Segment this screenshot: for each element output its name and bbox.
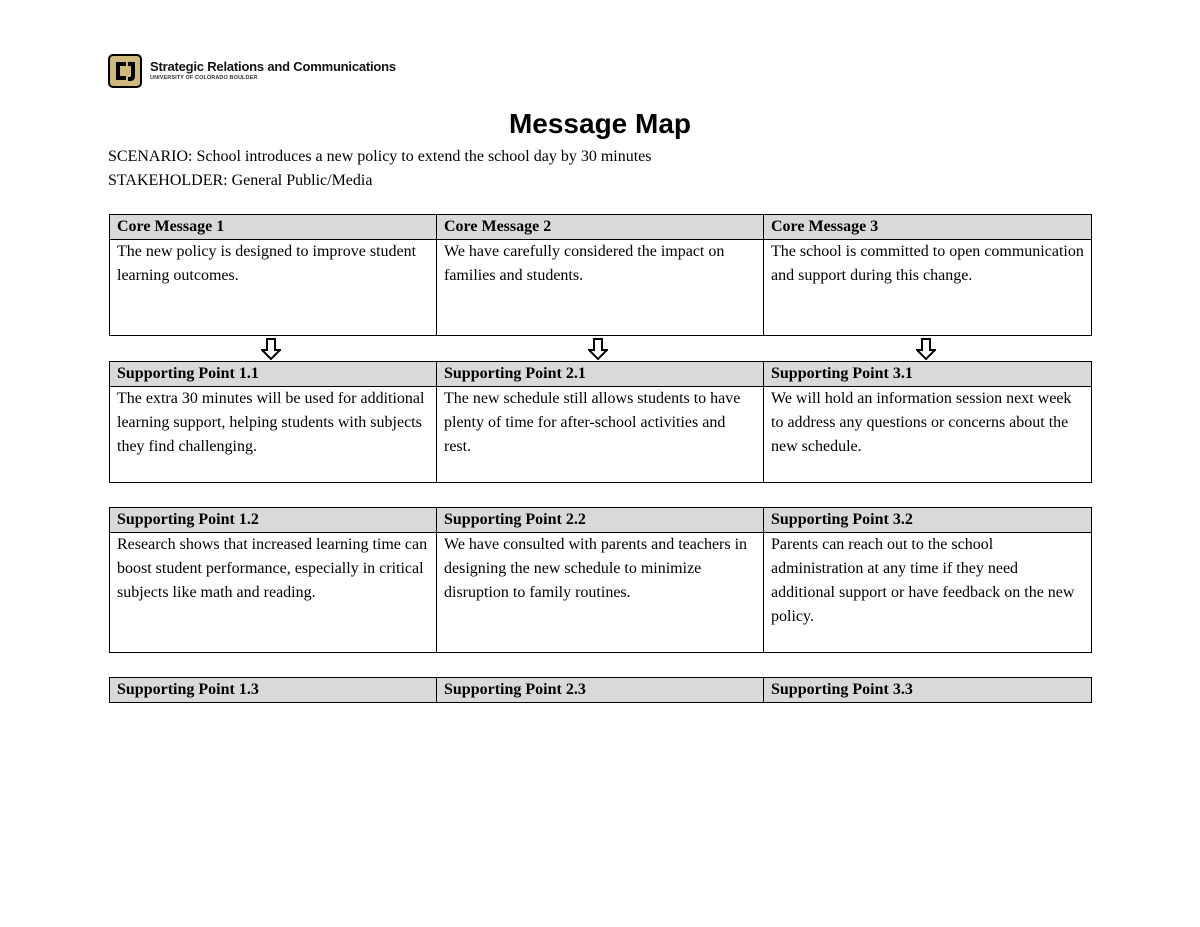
table-row <box>110 387 1092 483</box>
core-message-2-header: Core Message 2 <box>437 215 764 240</box>
supporting-point-2-2-text: We have consulted with parents and teachers in designing the new schedule to minimize disruption to family routines. <box>437 533 764 653</box>
core-message-3-text: The school is committed to open communication and support during this change. <box>764 240 1092 336</box>
letterhead <box>108 54 396 88</box>
supporting-point-2-2-header: Supporting Point 2.2 <box>437 508 764 533</box>
arrow-row <box>109 338 1091 360</box>
table-header-row <box>110 362 1092 387</box>
supporting-point-1-table <box>109 361 1092 483</box>
supporting-point-3-table <box>109 677 1092 703</box>
page-title: Message Map <box>508 108 692 139</box>
supporting-point-3-2-header: Supporting Point 3.2 <box>764 508 1092 533</box>
core-message-2-text: We have carefully considered the impact on families and students. <box>437 240 764 336</box>
core-message-1-header: Core Message 1 <box>110 215 437 240</box>
supporting-point-2-3-header: Supporting Point 2.3 <box>437 678 764 703</box>
supporting-point-3-1-text: We will hold an information session next week to address any questions or concerns about the new schedule. <box>764 387 1092 483</box>
supporting-point-3-1-header: Supporting Point 3.1 <box>764 362 1092 387</box>
core-message-1-text: The new policy is designed to improve student learning outcomes. <box>110 240 437 336</box>
table-header-row <box>110 508 1092 533</box>
supporting-point-1-2-header: Supporting Point 1.2 <box>110 508 437 533</box>
down-arrow-icon <box>588 338 608 360</box>
table-header-row <box>110 215 1092 240</box>
cu-logo-icon <box>108 54 142 88</box>
supporting-point-1-1-text: The extra 30 minutes will be used for additional learning support, helping students with subjects they find challenging. <box>110 387 437 483</box>
supporting-point-3-3-header: Supporting Point 3.3 <box>764 678 1092 703</box>
table-header-row <box>110 678 1092 703</box>
org-subtitle: UNIVERSITY OF COLORADO BOULDER <box>150 75 258 81</box>
table-row <box>110 240 1092 336</box>
supporting-point-2-1-text: The new schedule still allows students to have plenty of time for after-school activities and rest. <box>437 387 764 483</box>
org-name: Strategic Relations and Communications <box>150 59 396 74</box>
supporting-point-1-2-text: Research shows that increased learning time can boost student performance, especially in critical subjects like math and reading. <box>110 533 437 653</box>
supporting-point-2-1-header: Supporting Point 2.1 <box>437 362 764 387</box>
supporting-point-2-table <box>109 507 1092 653</box>
stakeholder-line: STAKEHOLDER: General Public/Media <box>108 172 373 189</box>
down-arrow-icon <box>916 338 936 360</box>
supporting-point-1-1-header: Supporting Point 1.1 <box>110 362 437 387</box>
core-message-3-header: Core Message 3 <box>764 215 1092 240</box>
scenario-line: SCENARIO: School introduces a new policy to extend the school day by 30 minutes <box>108 148 652 165</box>
supporting-point-3-2-text: Parents can reach out to the school administration at any time if they need additional support or have feedback on the new policy. <box>764 533 1092 653</box>
supporting-point-1-3-header: Supporting Point 1.3 <box>110 678 437 703</box>
core-message-table <box>109 214 1092 336</box>
table-row <box>110 533 1092 653</box>
down-arrow-icon <box>261 338 281 360</box>
